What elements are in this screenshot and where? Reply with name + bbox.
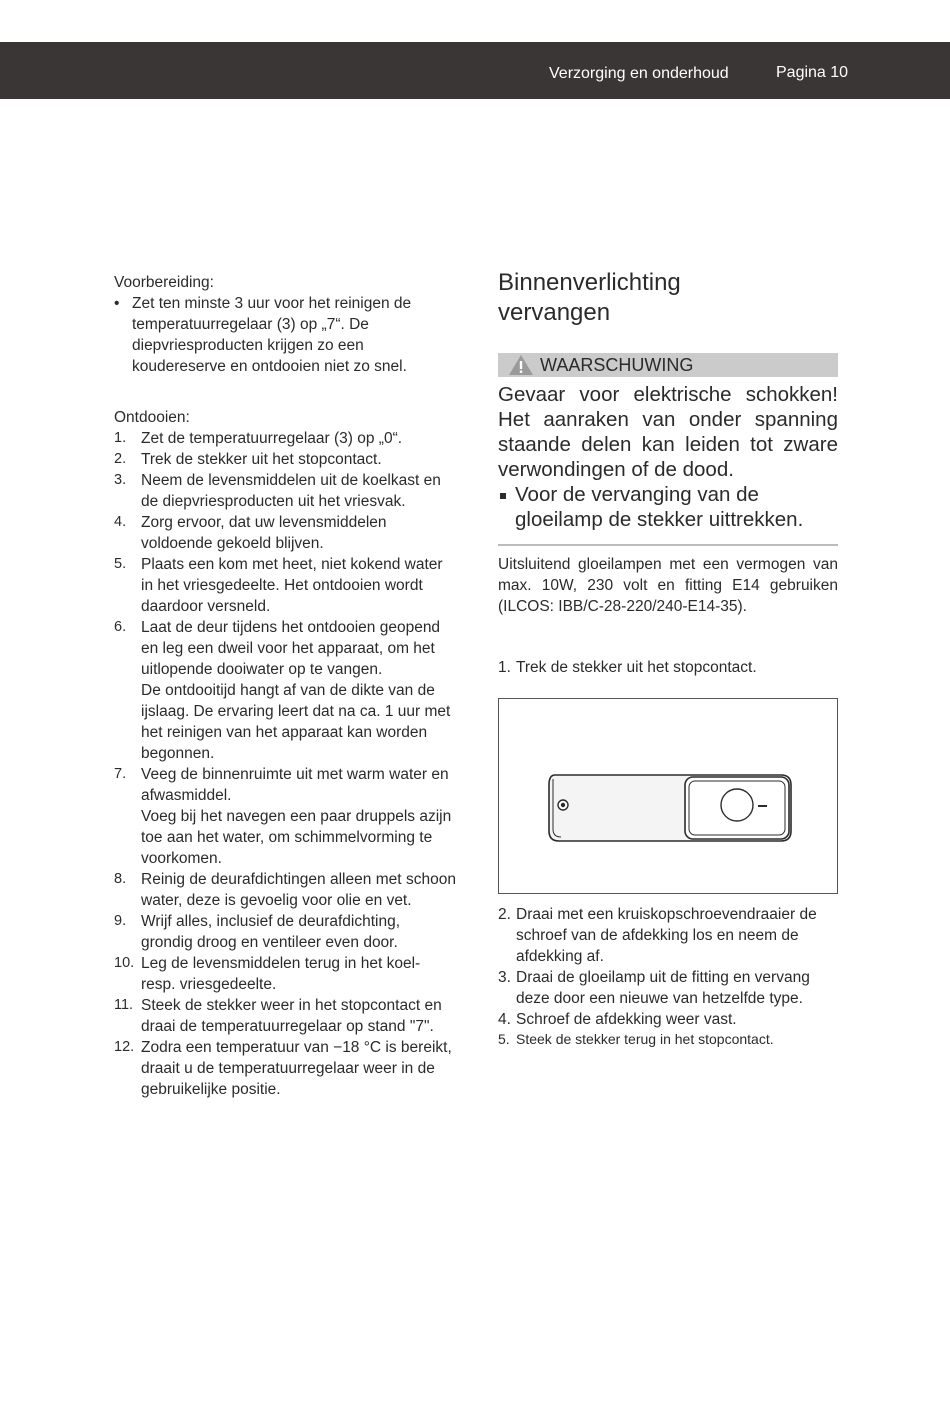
step-number: 4. xyxy=(498,1011,511,1028)
list-item xyxy=(114,449,456,470)
list-item xyxy=(114,1037,456,1100)
defrost-label: Ontdooien: xyxy=(114,409,190,426)
list-item xyxy=(114,764,456,869)
step-text: Steek de stekker weer in het stopcontact en draai de temperatuurregelaar op stand "7". xyxy=(141,997,442,1035)
step-text: Steek de stekker terug in het stopcontact. xyxy=(516,1031,774,1047)
list-item xyxy=(498,1009,838,1030)
step-number: 9. xyxy=(114,913,127,929)
list-item xyxy=(114,953,456,995)
list-item xyxy=(114,911,456,953)
step-number: 1. xyxy=(114,430,127,446)
step-text: Reinig de deurafdichtingen alleen met schoon water, deze is gevoelig voor olie en vet. xyxy=(141,871,456,909)
defrost-steps xyxy=(114,428,456,1100)
right-column xyxy=(498,268,838,1065)
step-main: Laat de deur tijdens het ontdooien geopend en leg een dweil voor het apparaat, om het uitlopende dooiwater op te vangen. xyxy=(141,619,441,678)
step-main: Veeg de binnenruimte uit met warm water en afwasmiddel. xyxy=(141,766,449,804)
header-page-number: Pagina 10 xyxy=(776,64,849,81)
warning-banner xyxy=(498,353,838,377)
step-text: Zet de temperatuurregelaar (3) op „0“. xyxy=(141,430,403,447)
step-number: 7. xyxy=(114,766,127,782)
step-text: Zodra een temperatuur van −18 °C is bereikt, draait u de temperatuurregelaar weer in de gebruikelijke positie. xyxy=(141,1039,452,1098)
lamp-cover-figure xyxy=(498,698,838,894)
step-text: Draai met een kruiskopschroevendraaier de schroef van de afdekking los en neem de afdekking af. xyxy=(516,906,817,965)
step-number: 3. xyxy=(498,969,511,986)
step-text: Trek de stekker uit het stopcontact. xyxy=(516,659,757,676)
section-title xyxy=(498,268,838,328)
step-number: 5. xyxy=(498,1031,510,1047)
list-item xyxy=(498,967,838,1009)
warning-bullet-text: Voor de vervanging van de gloeilamp de stekker uittrekken. xyxy=(515,483,804,531)
step-number: 6. xyxy=(114,619,127,635)
list-item xyxy=(498,657,838,678)
step-text: Wrijf alles, inclusief de deurafdichting, grondig droog en ventileer even door. xyxy=(141,913,401,951)
warning-triangle-icon xyxy=(508,354,534,376)
header-section-title: Verzorging en onderhoud xyxy=(549,65,729,82)
step-number: 8. xyxy=(114,871,127,887)
list-item xyxy=(114,617,456,764)
step-text xyxy=(141,617,456,764)
step-number: 11. xyxy=(114,997,134,1013)
step-number: 10. xyxy=(114,955,135,971)
step-extra: De ontdooitijd hangt af van de dikte van de ijslaag. De ervaring leert dat na ca. 1 uur met het reinigen van het apparaat kan worden begonnen. xyxy=(141,682,451,762)
step-text: Leg de levensmiddelen terug in het koel- resp. vriesgedeelte. xyxy=(141,955,421,993)
list-item xyxy=(114,428,456,449)
step-number: 4. xyxy=(114,514,127,530)
bullet-mark: • xyxy=(114,295,120,312)
list-item xyxy=(114,470,456,512)
lamp-cover-illustration xyxy=(499,699,837,893)
step-text: Draai de gloeilamp uit de fitting en vervang deze door een nieuwe van hetzelfde type. xyxy=(516,969,810,1007)
divider xyxy=(498,544,838,546)
square-bullet-icon xyxy=(498,482,515,532)
step-number: 2. xyxy=(114,451,127,467)
section-title-line2: vervangen xyxy=(498,299,611,326)
replace-step-1 xyxy=(498,657,838,678)
list-item xyxy=(114,512,456,554)
prep-text: Zet ten minste 3 uur voor het reinigen de temperatuurregelaar (3) op „7“. De diepvriesproducten krijgen zo een koudereserve en ontdooien niet zo snel. xyxy=(132,295,412,375)
replace-steps xyxy=(498,904,838,1049)
prep-label: Voorbereiding: xyxy=(114,274,214,291)
step-text: Neem de levensmiddelen uit de koelkast en de diepvriesproducten uit het vriesvak. xyxy=(141,472,441,510)
list-item xyxy=(498,1030,838,1049)
step-number: 12. xyxy=(114,1039,135,1055)
bulb-note: Uitsluitend gloeilampen met een vermogen van max. 10W, 230 volt en fitting E14 gebruiken (ILCOS: IBB/C-28-220/240-E14-35). xyxy=(498,556,838,615)
left-column xyxy=(114,272,456,1100)
step-text: Schroef de afdekking weer vast. xyxy=(516,1011,737,1028)
step-text: Plaats een kom met heet, niet kokend water in het vriesgedeelte. Het ontdooien wordt daardoor versneld. xyxy=(141,556,443,615)
list-item xyxy=(114,995,456,1037)
step-number: 2. xyxy=(498,906,511,923)
step-text: Trek de stekker uit het stopcontact. xyxy=(141,451,382,468)
step-text: Zorg ervoor, dat uw levensmiddelen voldoende gekoeld blijven. xyxy=(141,514,387,552)
step-text xyxy=(141,764,456,869)
step-number: 5. xyxy=(114,556,127,572)
list-item xyxy=(114,554,456,617)
warning-label: WAARSCHUWING xyxy=(540,354,694,375)
step-number: 3. xyxy=(114,472,127,488)
list-item xyxy=(114,869,456,911)
prep-bullet-item xyxy=(114,293,456,377)
step-number: 1. xyxy=(498,659,511,676)
section-title-line1: Binnenverlichting xyxy=(498,269,681,296)
warning-bullet-item xyxy=(498,482,838,532)
step-extra: Voeg bij het navegen een paar druppels azijn toe aan het water, om schimmelvorming te voorkomen. xyxy=(141,808,452,867)
list-item xyxy=(498,904,838,967)
warning-text: Gevaar voor elektrische schokken! Het aanraken van onder spanning staande delen kan leiden tot zware verwondingen of de dood. xyxy=(498,383,838,481)
